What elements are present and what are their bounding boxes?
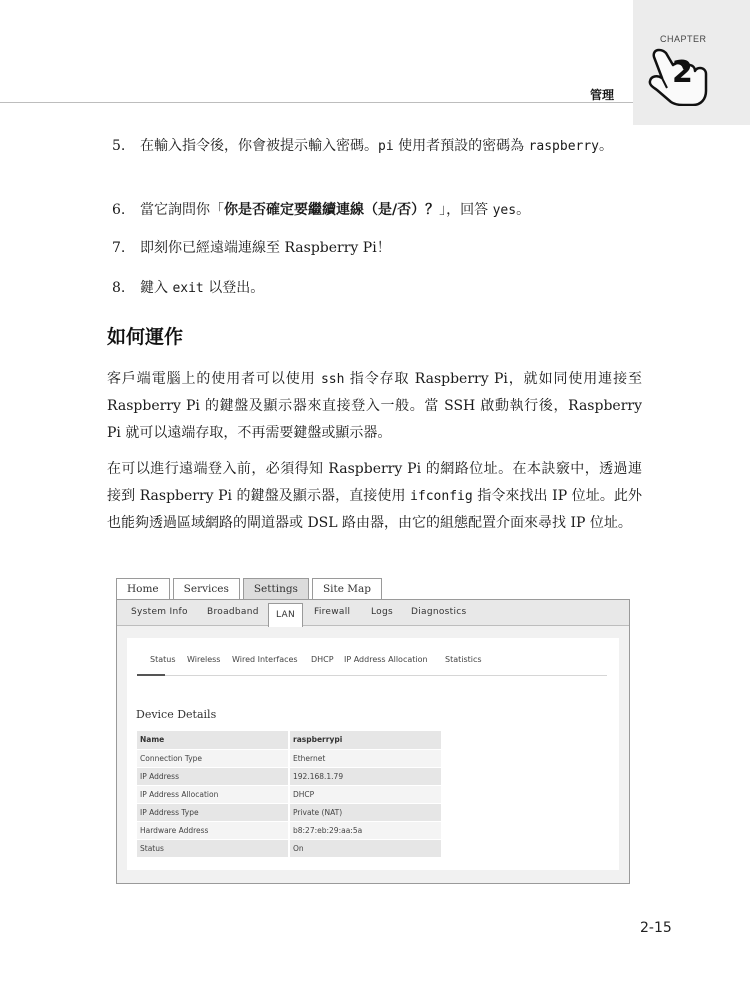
command-text: pi — [378, 139, 394, 154]
step-number: 7. — [112, 240, 126, 256]
lan-panel — [127, 638, 619, 870]
subtab-firewall[interactable]: Firewall — [314, 607, 351, 617]
table-row — [137, 767, 441, 785]
table-row — [137, 731, 441, 749]
row-value: b8:27:eb:29:aa:5a — [289, 821, 441, 839]
tab-home[interactable]: Home — [116, 578, 170, 599]
tab-site-map[interactable]: Site Map — [312, 578, 382, 599]
sub-tabs — [117, 600, 629, 626]
subtab-lan[interactable]: LAN — [268, 603, 303, 627]
tab-services[interactable]: Services — [173, 578, 240, 599]
command-text: ssh — [320, 372, 345, 387]
step-text: 。 — [516, 202, 531, 218]
step-number: 6. — [112, 202, 126, 218]
panel-tab-statistics[interactable]: Statistics — [445, 655, 482, 664]
row-label: Status — [137, 839, 289, 857]
device-details-title: Device Details — [136, 708, 217, 721]
panel-tabs-divider — [137, 675, 607, 676]
step-text: 」，回答 — [439, 202, 493, 218]
section-heading: 如何運作 — [107, 326, 184, 348]
step-text: 即刻你已經遠端連線至 Raspberry Pi！ — [140, 240, 391, 256]
prompt-text: 你是否確定要繼續連線（是/否）？ — [224, 202, 440, 218]
step-text: 在輸入指令後，你會被提示輸入密碼。 — [140, 138, 378, 154]
router-screenshot — [116, 578, 630, 884]
step-7 — [112, 236, 642, 260]
step-number: 5. — [112, 138, 126, 154]
row-label: IP Address — [137, 767, 289, 785]
device-details-table — [137, 731, 441, 858]
row-value: On — [289, 839, 441, 857]
subtab-logs[interactable]: Logs — [371, 607, 393, 617]
step-text: 使用者預設的密碼為 — [393, 138, 529, 154]
table-row — [137, 749, 441, 767]
top-tabs — [116, 578, 385, 599]
paragraph-text: 指令來找出 IP 位址。此外也能夠透過區域網路的閘道器或 DSL 路由器，由它的組態配置介面來尋找 IP 位址。 — [107, 488, 642, 531]
table-row — [137, 821, 441, 839]
panel-tab-wired-interfaces[interactable]: Wired Interfaces — [232, 655, 298, 664]
paragraph — [107, 456, 642, 537]
panel-tab-status[interactable]: Status — [150, 655, 176, 664]
panel-tab-wireless[interactable]: Wireless — [187, 655, 221, 664]
paragraph-text: 客戶端電腦上的使用者可以使用 — [107, 371, 321, 387]
subtab-diagnostics[interactable]: Diagnostics — [411, 607, 467, 617]
row-label: IP Address Allocation — [137, 785, 289, 803]
step-text: 。 — [599, 138, 614, 154]
panel-tab-dhcp[interactable]: DHCP — [311, 655, 334, 664]
command-text: ifconfig — [410, 489, 473, 504]
row-label: Name — [137, 731, 289, 749]
subtab-broadband[interactable]: Broadband — [207, 607, 259, 617]
step-8 — [112, 276, 642, 301]
table-row — [137, 803, 441, 821]
subtab-system-info[interactable]: System Info — [131, 607, 188, 617]
step-text: 當它詢問你「 — [140, 202, 224, 218]
chapter-number: 2 — [672, 55, 693, 90]
row-label: Connection Type — [137, 749, 289, 767]
step-number: 8. — [112, 280, 126, 296]
row-label: IP Address Type — [137, 803, 289, 821]
row-value: 192.168.1.79 — [289, 767, 441, 785]
table-row — [137, 839, 441, 857]
header-rule — [0, 102, 633, 103]
table-row — [137, 785, 441, 803]
step-text: 鍵入 — [140, 280, 173, 296]
row-value: raspberrypi — [289, 731, 441, 749]
active-panel-tab-indicator — [137, 674, 165, 676]
row-value: Ethernet — [289, 749, 441, 767]
chapter-label: CHAPTER — [660, 34, 707, 44]
panel-tabs — [137, 648, 607, 672]
step-text: 以登出。 — [203, 280, 265, 296]
answer-text: yes — [492, 203, 517, 218]
paragraph-text: 指令存取 Raspberry Pi，就如同使用連接至 Raspberry Pi 的鍵盤及顯示器來直接登入一般。當 SSH 啟動執行後，Raspberry Pi 就可以遠端存取，不再需要鍵盤或顯示器。 — [107, 371, 642, 441]
tab-settings[interactable]: Settings — [243, 578, 309, 599]
panel-tab-ip-address-allocation[interactable]: IP Address Allocation — [344, 655, 428, 664]
password-text: raspberry — [528, 139, 600, 154]
row-label: Hardware Address — [137, 821, 289, 839]
section-name: 管理 — [590, 88, 615, 102]
step-6 — [112, 198, 642, 223]
router-frame — [116, 599, 630, 884]
row-value: Private (NAT) — [289, 803, 441, 821]
step-5 — [112, 134, 642, 159]
row-value: DHCP — [289, 785, 441, 803]
paragraph-text: 在可以進行遠端登入前，必須得知 Raspberry Pi 的網路位址。在本訣竅中，透過連接到 Raspberry Pi 的鍵盤及顯示器，直接使用 — [107, 461, 642, 504]
paragraph — [107, 366, 642, 447]
command-text: exit — [172, 281, 204, 296]
page-number: 2-15 — [640, 920, 672, 936]
